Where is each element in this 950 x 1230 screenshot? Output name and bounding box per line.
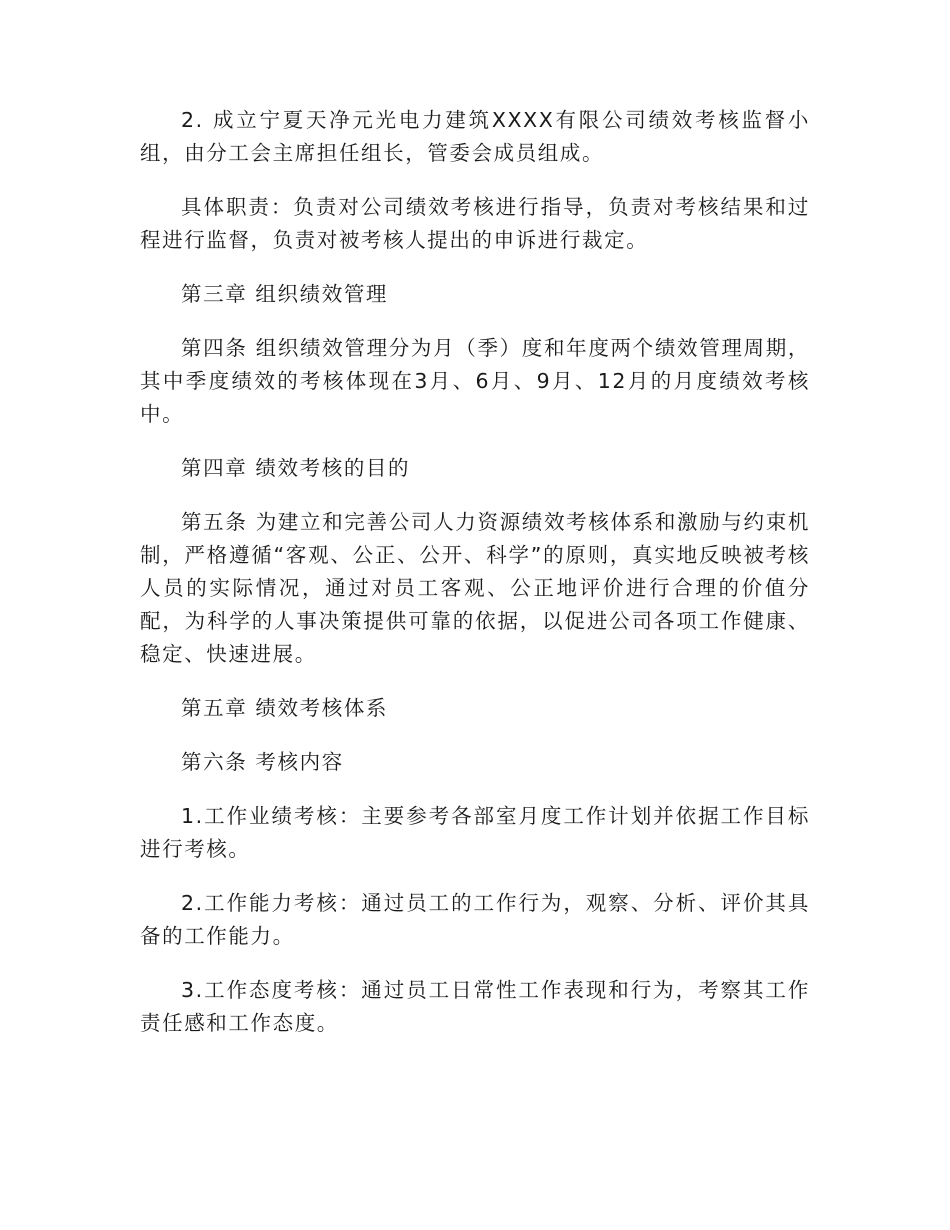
article-6-heading: 第六条 考核内容 bbox=[181, 750, 344, 774]
list-item-ability: 2.工作能力考核：通过员工的工作行为，观察、分析、评价其具备的工作能力。 bbox=[140, 891, 810, 948]
list-item-attitude: 3.工作态度考核：通过员工日常性工作表现和行为，考察其工作责任感和工作态度。 bbox=[140, 978, 810, 1035]
list-item-performance: 1.工作业绩考核：主要参考各部室月度工作计划并依据工作目标进行考核。 bbox=[140, 804, 810, 861]
article-5: 第五条 为建立和完善公司人力资源绩效考核体系和激励与约束机制，严格遵循“客观、公正、公开、科学”的原则，真实地反映被考核人员的实际情况，通过对员工客观、公正地评价进行合理的价值分配，为科学的人事决策提供可靠的依据，以促进公司各项工作健康、稳定、快速进展。 bbox=[140, 510, 810, 666]
chapter-heading-5: 第五章 绩效考核体系 bbox=[181, 696, 389, 720]
chapter-heading-4: 第四章 绩效考核的目的 bbox=[181, 456, 411, 480]
document-body bbox=[140, 104, 810, 1061]
paragraph-supervision-group: 2. 成立宁夏天净元光电力建筑XXXX有限公司绩效考核监督小组，由分工会主席担任组长，管委会成员组成。 bbox=[140, 108, 810, 165]
paragraph-duties: 具体职责：负责对公司绩效考核进行指导，负责对考核结果和过程进行监督，负责对被考核人提出的申诉进行裁定。 bbox=[140, 195, 810, 252]
article-4: 第四条 组织绩效管理分为月（季）度和年度两个绩效管理周期，其中季度绩效的考核体现在3月、6月、9月、12月的月度绩效考核中。 bbox=[140, 336, 810, 426]
chapter-heading-3: 第三章 组织绩效管理 bbox=[181, 282, 389, 306]
